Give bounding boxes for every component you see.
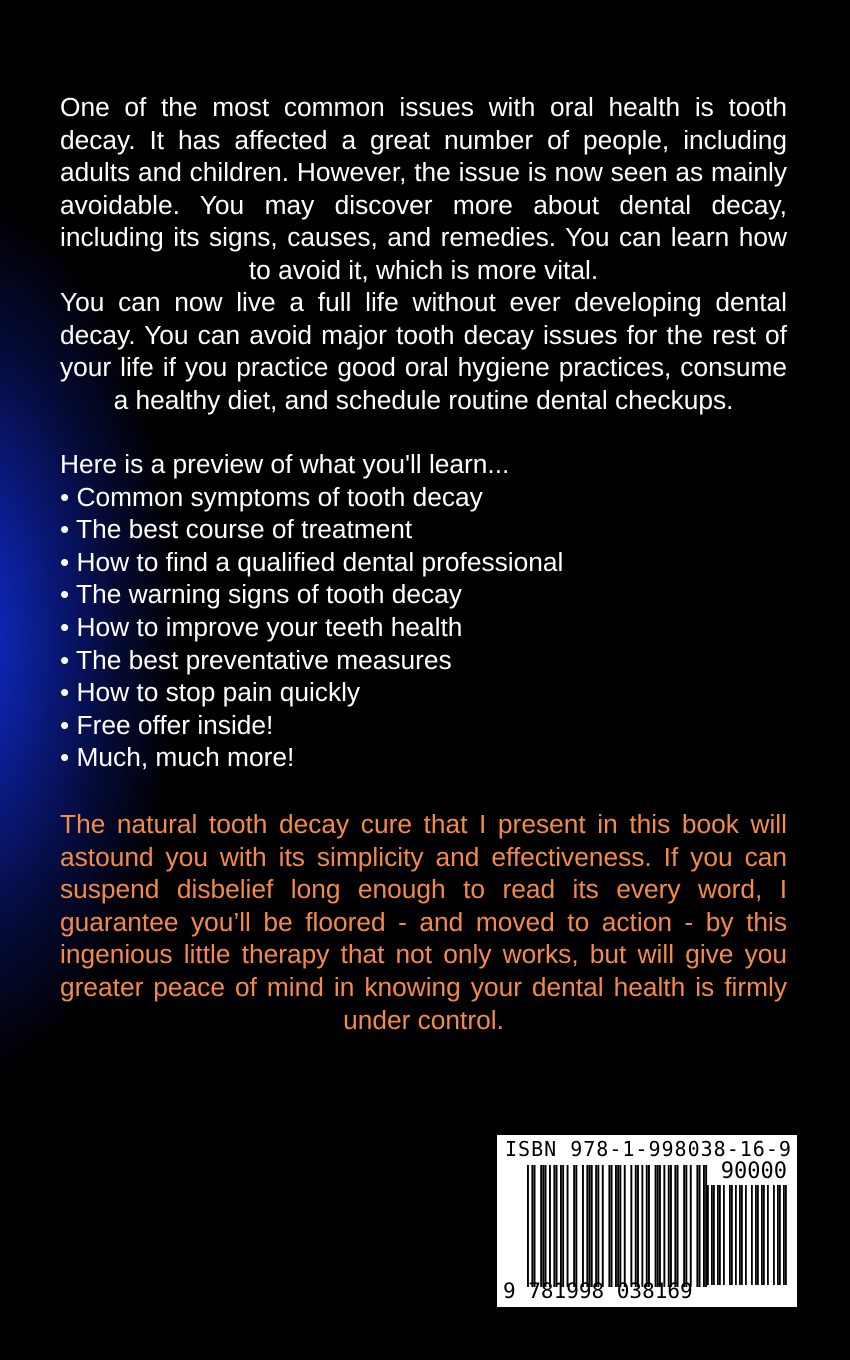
barcode-bar [735, 1185, 737, 1285]
barcode-bar [683, 1165, 685, 1287]
barcode-bar [670, 1165, 672, 1287]
barcode-bar [549, 1165, 551, 1287]
barcode-bar [562, 1165, 564, 1287]
barcode-bar [655, 1165, 657, 1287]
barcode-bar [573, 1165, 575, 1287]
barcode-bar [711, 1185, 713, 1285]
barcode-bar [717, 1185, 719, 1285]
barcode-bar [659, 1165, 661, 1287]
barcode-bar [731, 1185, 733, 1285]
barcode-bar [602, 1165, 604, 1287]
barcode-bar [540, 1165, 542, 1287]
barcode-bar [657, 1165, 659, 1287]
barcode-bar [542, 1165, 544, 1287]
barcode-bar [783, 1185, 785, 1285]
barcode-bar [703, 1165, 705, 1287]
barcode-bar [595, 1165, 597, 1287]
description-paragraph-2: You can now live a full life without ever developing dental decay. You can avoid major tooth decay issues for the rest of your life if you practice good oral hygiene practices, consume a healthy diet, and schedule routine dental checkups. [60, 287, 787, 415]
barcode-bar [582, 1165, 584, 1287]
barcode-bar [690, 1165, 692, 1287]
isbn-text: ISBN 978-1-998038-16-9 [505, 1137, 792, 1161]
barcode-bar [785, 1185, 787, 1285]
barcode-bar [779, 1185, 781, 1285]
barcode-bar [677, 1165, 679, 1287]
barcode-bar [586, 1165, 588, 1287]
barcode-bar [534, 1165, 536, 1287]
barcode-bar [719, 1185, 721, 1285]
list-item: • Much, much more! [60, 742, 295, 773]
barcode-bar [751, 1185, 753, 1285]
barcode-bar [763, 1185, 765, 1285]
barcode-bar [591, 1165, 593, 1287]
list-item: • How to find a qualified dental professional [60, 546, 564, 577]
price-code: 90000 [720, 1159, 787, 1184]
barcode-bar [663, 1165, 665, 1287]
list-item: • Free offer inside! [60, 709, 274, 740]
barcode-bar [646, 1165, 648, 1287]
barcode-bar [589, 1165, 591, 1287]
barcode-bar [611, 1165, 613, 1287]
barcode-bar [685, 1165, 687, 1287]
barcode-bar [729, 1185, 731, 1285]
barcode-bar [624, 1165, 626, 1287]
list-item: • Common symptoms of tooth decay [60, 481, 483, 512]
barcode-bar [630, 1165, 632, 1287]
barcode-bar [641, 1165, 643, 1287]
barcode-bar [668, 1165, 670, 1287]
ean-number: 9 781998 038169 [503, 1279, 693, 1303]
barcode-bar [674, 1165, 676, 1287]
barcode-bar [745, 1185, 747, 1285]
list-item: • How to improve your teeth health [60, 611, 463, 642]
barcode-bar [648, 1165, 650, 1287]
barcode-bar [531, 1165, 533, 1287]
list-item: • How to stop pain quickly [60, 677, 361, 708]
list-item: • The best preventative measures [60, 644, 452, 675]
barcode-bar [767, 1185, 769, 1285]
isbn-barcode [497, 1135, 797, 1307]
list-item: • The best course of treatment [60, 514, 413, 545]
barcode-bar [707, 1185, 709, 1285]
barcode-bar [567, 1165, 569, 1287]
barcode-bar [617, 1165, 619, 1287]
barcode-bar [777, 1185, 779, 1285]
barcode-bar [619, 1165, 621, 1287]
description-paragraph-1: One of the most common issues with oral health is tooth decay. It has affected a great number of people, including adults and children. However, the issue is now seen as mainly avoidable. You may discover more about dental decay, including its signs, causes, and remedies. You can learn how to avoid it, which is more vital. [60, 92, 787, 285]
barcode-bar [597, 1165, 599, 1287]
barcode-bar [556, 1165, 558, 1287]
barcode-bar [575, 1165, 577, 1287]
barcode-bar [713, 1185, 715, 1285]
barcode-bar [527, 1165, 529, 1287]
barcode-bar [699, 1165, 701, 1287]
barcode-bar [637, 1165, 639, 1287]
barcode-bar [773, 1185, 775, 1285]
barcode-bar [739, 1185, 741, 1285]
preview-heading: Here is a preview of what you'll learn... [60, 449, 510, 479]
barcode-bar [696, 1165, 698, 1287]
barcode-bar [761, 1185, 763, 1285]
barcode-bar [635, 1165, 637, 1287]
barcode-bar [705, 1165, 707, 1287]
closing-paragraph: The natural tooth decay cure that I present in this book will astound you with its simplicity and effectiveness. If you can suspend disbelief long enough to read its every word, I guarantee you’ll be floored - and moved to action - by this ingenious little therapy that not only works, but will give you greater peace of mind in knowing your dental health is firmly under control. [60, 809, 787, 1035]
barcode-bar [755, 1185, 757, 1285]
barcode-bar [723, 1185, 725, 1285]
barcode-bar [741, 1185, 743, 1285]
barcode-bar [560, 1165, 562, 1287]
barcode-bar [545, 1165, 547, 1287]
barcode-bar [608, 1165, 610, 1287]
barcode-bar [615, 1165, 617, 1287]
list-item: • The warning signs of tooth decay [60, 579, 462, 610]
preview-list [60, 448, 563, 774]
barcode-bar [553, 1165, 555, 1287]
barcode-bar [757, 1185, 759, 1285]
